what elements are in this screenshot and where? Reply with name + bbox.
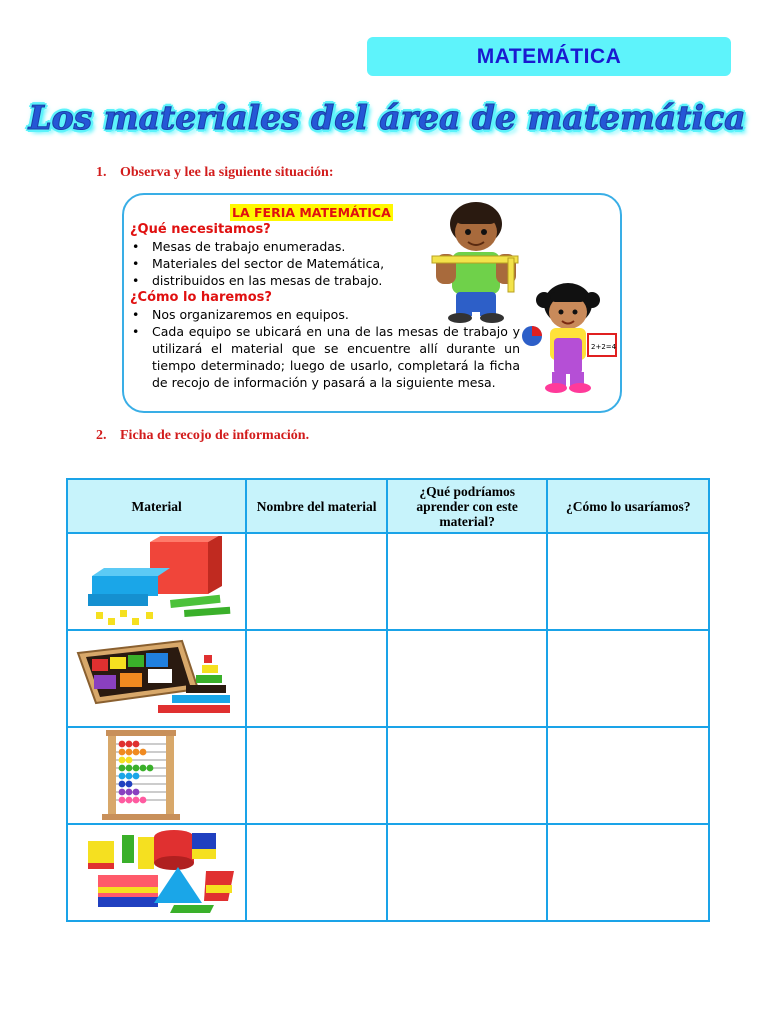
- header-how-use: ¿Cómo lo usaríamos?: [547, 479, 709, 533]
- table-row: [67, 824, 709, 921]
- step-2-number: 2.: [96, 428, 107, 443]
- page-title: [28, 84, 746, 150]
- step-1-text: Observa y lee la siguiente situación:: [120, 165, 334, 180]
- step-2-text: Ficha de recojo de información.: [120, 428, 310, 443]
- info-collection-table: [66, 478, 710, 922]
- boy-figure: [432, 202, 518, 323]
- table-row: [67, 630, 709, 727]
- table-cell[interactable]: [246, 533, 387, 630]
- table-row: [67, 533, 709, 630]
- subject-title: MATEMÁTICA: [476, 44, 622, 68]
- table-cell[interactable]: [387, 533, 548, 630]
- table-cell[interactable]: [387, 824, 548, 921]
- table-cell[interactable]: [547, 727, 709, 824]
- girl-figure: [522, 283, 617, 393]
- children-illustration: [428, 196, 620, 396]
- material-image-cell: [67, 533, 246, 630]
- story-question-needs: ¿Qué necesitamos?: [130, 222, 271, 237]
- material-image-cell: [67, 824, 246, 921]
- base-ten-blocks-image: [74, 536, 240, 628]
- material-image-cell: [67, 630, 246, 727]
- table-header-row: [67, 479, 709, 533]
- header-what-learn: ¿Qué podríamos aprender con este material?: [387, 479, 548, 533]
- table-cell[interactable]: [547, 824, 709, 921]
- step-1-number: 1.: [96, 165, 107, 180]
- step-1-instruction: [96, 165, 334, 181]
- header-material-name: Nombre del material: [246, 479, 387, 533]
- table-cell[interactable]: [387, 630, 548, 727]
- table-cell[interactable]: [246, 727, 387, 824]
- list-item: • Nos organizaremos en equipos.: [130, 306, 520, 323]
- table-cell[interactable]: [387, 727, 548, 824]
- story-question-how: ¿Cómo lo haremos?: [130, 290, 272, 305]
- list-item: • Cada equipo se ubicará en una de las mesas de trabajo y utilizará el material que se encuentre allí durante un tiempo determinado; luego de usarlo, completará la ficha de recojo de información y pasará a la siguiente mesa.: [130, 323, 520, 391]
- table-cell[interactable]: [246, 630, 387, 727]
- subject-banner: [367, 37, 731, 76]
- list-item: • distribuidos en las mesas de trabajo.: [130, 272, 520, 289]
- list-item: • Mesas de trabajo enumeradas.: [130, 238, 520, 255]
- page-title-text: Los materiales del área de matemática: [28, 97, 746, 137]
- table-cell[interactable]: [547, 630, 709, 727]
- table-row: [67, 727, 709, 824]
- abacus-image: [74, 730, 240, 822]
- table-cell[interactable]: [547, 533, 709, 630]
- material-image-cell: [67, 727, 246, 824]
- board-text: 2+2=4: [591, 343, 617, 351]
- table-cell[interactable]: [246, 824, 387, 921]
- story-title: LA FERIA MATEMÁTICA: [232, 205, 391, 220]
- step-2-instruction: [96, 428, 309, 444]
- header-material: Material: [67, 479, 246, 533]
- attribute-blocks-image: [74, 827, 240, 919]
- cuisenaire-rods-image: [74, 633, 240, 725]
- list-item: • Materiales del sector de Matemática,: [130, 255, 520, 272]
